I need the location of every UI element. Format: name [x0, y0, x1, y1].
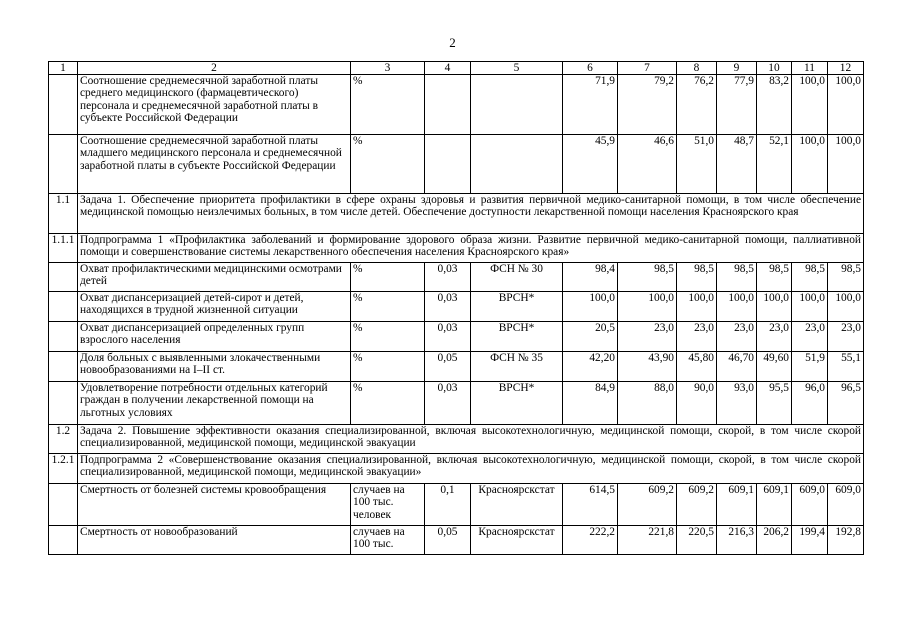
value-cell: 55,1	[828, 352, 864, 382]
source-cell: Красноярскстат	[471, 526, 563, 555]
unit-cell: %	[351, 75, 425, 135]
unit-cell: %	[351, 352, 425, 382]
value-cell: 23,0	[677, 322, 717, 352]
value-cell: 98,5	[677, 263, 717, 292]
table-row	[49, 263, 864, 292]
value-cell: 221,8	[618, 526, 677, 555]
value-cell: 79,2	[618, 75, 677, 135]
row-number-cell	[49, 484, 78, 526]
table-row	[49, 292, 864, 322]
section-text-cell: Подпрограмма 2 «Совершенствование оказания специализированной, включая высокотехнологичную, медицинской помощи, скорой, в том числе скорой специализированной, медицинской помощи, медицинской эвакуации»	[78, 454, 864, 484]
weight-cell: 0,05	[425, 352, 471, 382]
indicator-name-cell: Охват профилактическими медицинскими осмотрами детей	[78, 263, 351, 292]
value-cell: 100,0	[828, 292, 864, 322]
value-cell: 49,60	[757, 352, 792, 382]
value-cell: 90,0	[677, 382, 717, 425]
section-row	[49, 454, 864, 484]
section-number-cell: 1.2.1	[49, 454, 78, 484]
value-cell: 51,9	[792, 352, 828, 382]
value-cell: 100,0	[792, 292, 828, 322]
unit-cell: %	[351, 263, 425, 292]
value-cell: 98,5	[828, 263, 864, 292]
row-number-cell	[49, 263, 78, 292]
value-cell: 84,9	[563, 382, 618, 425]
source-cell: Красноярскстат	[471, 484, 563, 526]
value-cell: 23,0	[792, 322, 828, 352]
value-cell: 609,1	[717, 484, 757, 526]
source-cell: ФСН № 35	[471, 352, 563, 382]
section-text-cell: Задача 2. Повышение эффективности оказания специализированной, включая высокотехнологичную, медицинской помощи, скорой, в том числе скорой специализированной, медицинской помощи, медицинской эвакуации	[78, 425, 864, 454]
unit-cell: %	[351, 322, 425, 352]
value-cell: 45,9	[563, 135, 618, 194]
value-cell: 48,7	[717, 135, 757, 194]
table-row	[49, 526, 864, 555]
table-row	[49, 484, 864, 526]
indicators-table	[48, 61, 864, 555]
value-cell: 100,0	[717, 292, 757, 322]
column-header: 9	[717, 62, 757, 75]
page-number: 2	[449, 35, 456, 50]
section-text-cell: Подпрограмма 1 «Профилактика заболеваний и формирование здорового образа жизни. Развитие первичной медико-санитарной помощи, паллиативной помощи и совершенствование системы лекарственного обеспечения населения Красноярского края»	[78, 234, 864, 263]
weight-cell	[425, 135, 471, 194]
column-header: 12	[828, 62, 864, 75]
indicator-name-cell: Охват диспансеризацией детей-сирот и детей, находящихся в трудной жизненной ситуации	[78, 292, 351, 322]
value-cell: 46,70	[717, 352, 757, 382]
row-number-cell	[49, 382, 78, 425]
value-cell: 93,0	[717, 382, 757, 425]
value-cell: 83,2	[757, 75, 792, 135]
value-cell: 100,0	[757, 292, 792, 322]
value-cell: 98,4	[563, 263, 618, 292]
value-cell: 96,0	[792, 382, 828, 425]
value-cell: 206,2	[757, 526, 792, 555]
source-cell: ВРСН*	[471, 292, 563, 322]
value-cell: 96,5	[828, 382, 864, 425]
section-text-cell: Задача 1. Обеспечение приоритета профилактики в сфере охраны здоровья и развития первичной медико-санитарной помощи, в том числе обеспечение медицинской помощью неизлечимых больных, в том числе детей. Обеспечение доступности лекарственной помощи населения Красноярского края	[78, 194, 864, 234]
source-cell: ВРСН*	[471, 382, 563, 425]
row-number-cell	[49, 292, 78, 322]
weight-cell: 0,03	[425, 322, 471, 352]
source-cell: ФСН № 30	[471, 263, 563, 292]
value-cell: 43,90	[618, 352, 677, 382]
value-cell: 199,4	[792, 526, 828, 555]
value-cell: 46,6	[618, 135, 677, 194]
section-row	[49, 194, 864, 234]
indicator-name-cell: Соотношение среднемесячной заработной платы среднего медицинского (фармацевтического) персонала и среднемесячной заработной платы в субъекте Российской Федерации	[78, 75, 351, 135]
table-row	[49, 382, 864, 425]
weight-cell: 0,05	[425, 526, 471, 555]
indicator-name-cell: Доля больных с выявленными злокачественными новообразованиями на I–II ст.	[78, 352, 351, 382]
value-cell: 52,1	[757, 135, 792, 194]
unit-cell: %	[351, 135, 425, 194]
column-header: 8	[677, 62, 717, 75]
value-cell: 77,9	[717, 75, 757, 135]
value-cell: 100,0	[618, 292, 677, 322]
section-row	[49, 234, 864, 263]
source-cell	[471, 135, 563, 194]
value-cell: 609,2	[677, 484, 717, 526]
unit-cell: %	[351, 382, 425, 425]
column-header: 10	[757, 62, 792, 75]
section-number-cell: 1.1	[49, 194, 78, 234]
value-cell: 609,2	[618, 484, 677, 526]
indicator-name-cell: Удовлетворение потребности отдельных категорий граждан в получении лекарственной помощи на льготных условиях	[78, 382, 351, 425]
row-number-cell	[49, 526, 78, 555]
column-header: 2	[78, 62, 351, 75]
header-row	[49, 62, 864, 75]
section-number-cell: 1.2	[49, 425, 78, 454]
source-cell: ВРСН*	[471, 322, 563, 352]
column-header: 7	[618, 62, 677, 75]
indicator-name-cell: Соотношение среднемесячной заработной платы младшего медицинского персонала и среднемесячной заработной платы в субъекте Российской Федерации	[78, 135, 351, 194]
table-row	[49, 322, 864, 352]
value-cell: 20,5	[563, 322, 618, 352]
value-cell: 100,0	[792, 135, 828, 194]
weight-cell: 0,03	[425, 382, 471, 425]
row-number-cell	[49, 75, 78, 135]
value-cell: 222,2	[563, 526, 618, 555]
unit-cell: %	[351, 292, 425, 322]
column-header: 5	[471, 62, 563, 75]
table-row	[49, 75, 864, 135]
row-number-cell	[49, 322, 78, 352]
value-cell: 23,0	[828, 322, 864, 352]
value-cell: 609,0	[792, 484, 828, 526]
value-cell: 98,5	[792, 263, 828, 292]
value-cell: 95,5	[757, 382, 792, 425]
weight-cell: 0,03	[425, 292, 471, 322]
table-row	[49, 352, 864, 382]
value-cell: 23,0	[757, 322, 792, 352]
value-cell: 45,80	[677, 352, 717, 382]
value-cell: 98,5	[618, 263, 677, 292]
value-cell: 220,5	[677, 526, 717, 555]
value-cell: 42,20	[563, 352, 618, 382]
value-cell: 88,0	[618, 382, 677, 425]
value-cell: 98,5	[717, 263, 757, 292]
value-cell: 51,0	[677, 135, 717, 194]
column-header: 6	[563, 62, 618, 75]
value-cell: 23,0	[618, 322, 677, 352]
column-header: 1	[49, 62, 78, 75]
value-cell: 76,2	[677, 75, 717, 135]
value-cell: 100,0	[563, 292, 618, 322]
value-cell: 609,0	[828, 484, 864, 526]
value-cell: 98,5	[757, 263, 792, 292]
indicator-name-cell: Охват диспансеризацией определенных групп взрослого населения	[78, 322, 351, 352]
value-cell: 100,0	[792, 75, 828, 135]
value-cell: 192,8	[828, 526, 864, 555]
value-cell: 71,9	[563, 75, 618, 135]
value-cell: 100,0	[828, 75, 864, 135]
unit-cell: случаев на 100 тыс.	[351, 526, 425, 555]
section-number-cell: 1.1.1	[49, 234, 78, 263]
column-header: 4	[425, 62, 471, 75]
value-cell: 609,1	[757, 484, 792, 526]
value-cell: 100,0	[828, 135, 864, 194]
section-row	[49, 425, 864, 454]
source-cell	[471, 75, 563, 135]
indicator-name-cell: Смертность от новообразований	[78, 526, 351, 555]
indicator-name-cell: Смертность от болезней системы кровообращения	[78, 484, 351, 526]
unit-cell: случаев на 100 тыс. человек	[351, 484, 425, 526]
weight-cell: 0,03	[425, 263, 471, 292]
value-cell: 614,5	[563, 484, 618, 526]
value-cell: 23,0	[717, 322, 757, 352]
column-header: 11	[792, 62, 828, 75]
row-number-cell	[49, 352, 78, 382]
row-number-cell	[49, 135, 78, 194]
weight-cell: 0,1	[425, 484, 471, 526]
table-row	[49, 135, 864, 194]
value-cell: 100,0	[677, 292, 717, 322]
weight-cell	[425, 75, 471, 135]
column-header: 3	[351, 62, 425, 75]
value-cell: 216,3	[717, 526, 757, 555]
